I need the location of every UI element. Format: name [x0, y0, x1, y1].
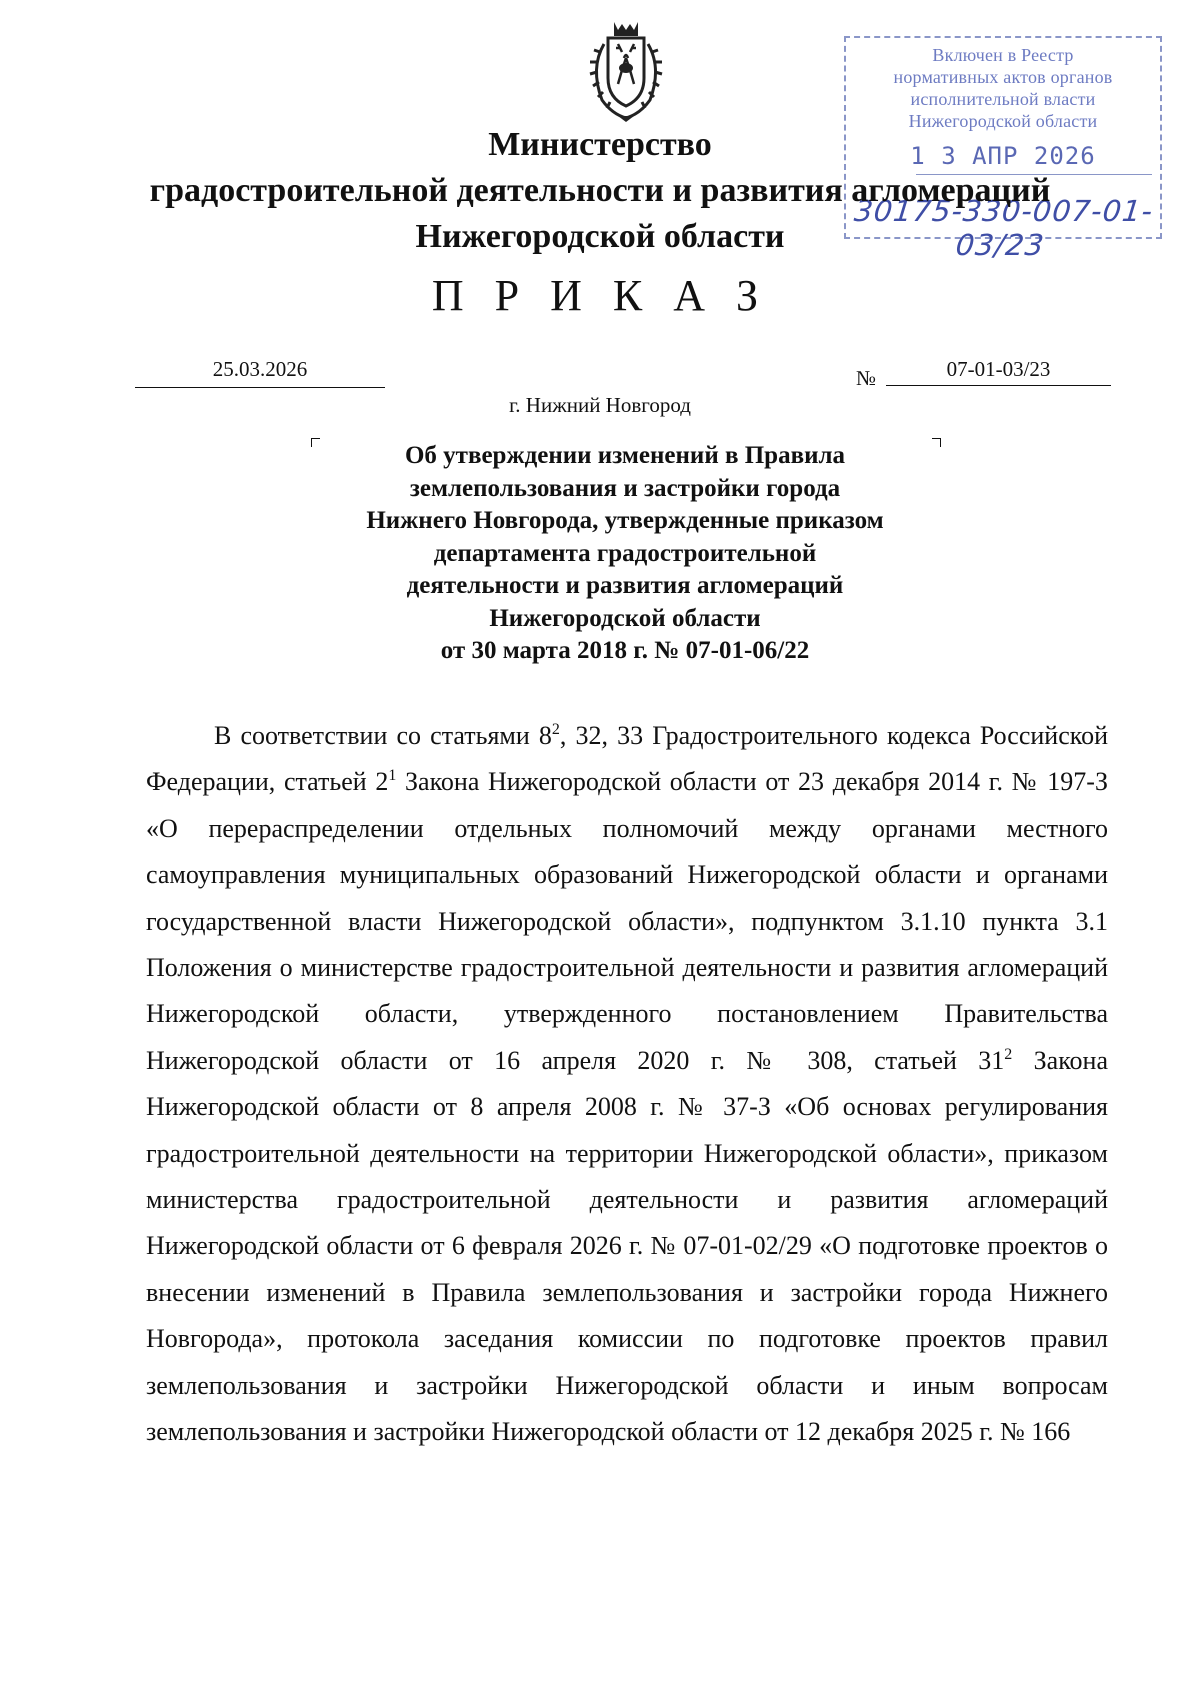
subject-line: Нижнего Новгорода, утвержденные приказом — [366, 507, 884, 534]
superscript: 2 — [551, 721, 560, 738]
number-underline — [886, 385, 1111, 386]
superscript: 1 — [388, 767, 397, 785]
stamp-line: исполнительной власти — [910, 89, 1096, 109]
stamp-line: нормативных актов органов — [893, 67, 1113, 87]
subject-line: Нижегородской области — [489, 604, 761, 632]
date-underline — [135, 387, 385, 388]
subject-line: деятельности и развития агломераций — [406, 572, 844, 599]
order-number: 07-01-03/23 — [946, 357, 1051, 381]
stamp-text — [846, 44, 1160, 132]
order-title: П Р И К А З — [431, 271, 769, 320]
ministry-title — [100, 122, 1100, 260]
body-paragraph — [146, 713, 1108, 1456]
city: г. Нижний Новгород — [509, 393, 691, 417]
body-text-segment: Закона Нижегородской области от 23 декабря 2014 г. № 197-З «О перераспределении отдельных полномочий между органами местного самоуправления муниципальных образований Нижегородской области и органами государственной власти Нижегородской области», подпунктом 3.1.10 пункта 3.1 Положения о министерстве градостроительной деятельности и развития агломераций Нижегородской области, утвержденного постановлением Правительства Нижегородской области от 16 апреля 2020 г. № 308, статьей 31 — [146, 767, 1108, 1075]
body-text-segment: В соответствии со статьями 8 — [214, 721, 552, 750]
superscript: 2 — [1004, 1045, 1013, 1063]
subject-line: Об утверждении изменений в Правила — [404, 442, 846, 469]
subject-line: от 30 марта 2018 г. № 07-01-06/22 — [440, 637, 810, 664]
number-label: № — [856, 366, 877, 390]
order-date: 25.03.2026 — [212, 357, 308, 381]
ministry-title-line: Министерство — [488, 126, 712, 163]
subject-line: департамента градостроительной — [433, 539, 817, 567]
ministry-title-line: Нижегородской области — [415, 218, 785, 255]
stamp-line: Нижегородской области — [908, 111, 1098, 131]
coat-of-arms-icon — [580, 18, 672, 124]
subject-line: землепользования и застройки города — [409, 474, 841, 502]
body-text-segment: Закона Нижегородской области от 8 апреля 2008 г. № 37-З «Об основах регулирования градостроительной деятельности на территории Нижегородской области», приказом министерства градостроительной деятельности и развития агломераций Нижегородской области от 6 февраля 2026 г. № 07-01-02/29 «О подготовке проектов о внесении изменений в Правила землепользования и застройки города Нижнего Новгорода», протокола заседания комиссии по подготовке проектов правил землепользования и застройки Нижегородской области и иным вопросам землепользования и застройки Нижегородской области от 12 декабря 2025 г. № 166 — [146, 1045, 1108, 1447]
ministry-title-line: градостроительной деятельности и развития агломераций — [149, 172, 1051, 209]
stamp-line: Включен в Реестр — [932, 45, 1074, 65]
body-text-segment: , 32, 33 Градостроительного кодекса Российской Федерации, статьей 2 — [146, 721, 1108, 797]
stamp-registration-number: 30175-330-007-01-03/23 — [852, 194, 1155, 262]
stamp-date: 1 3 АПР 2026 — [910, 142, 1096, 170]
order-subject — [300, 440, 950, 668]
